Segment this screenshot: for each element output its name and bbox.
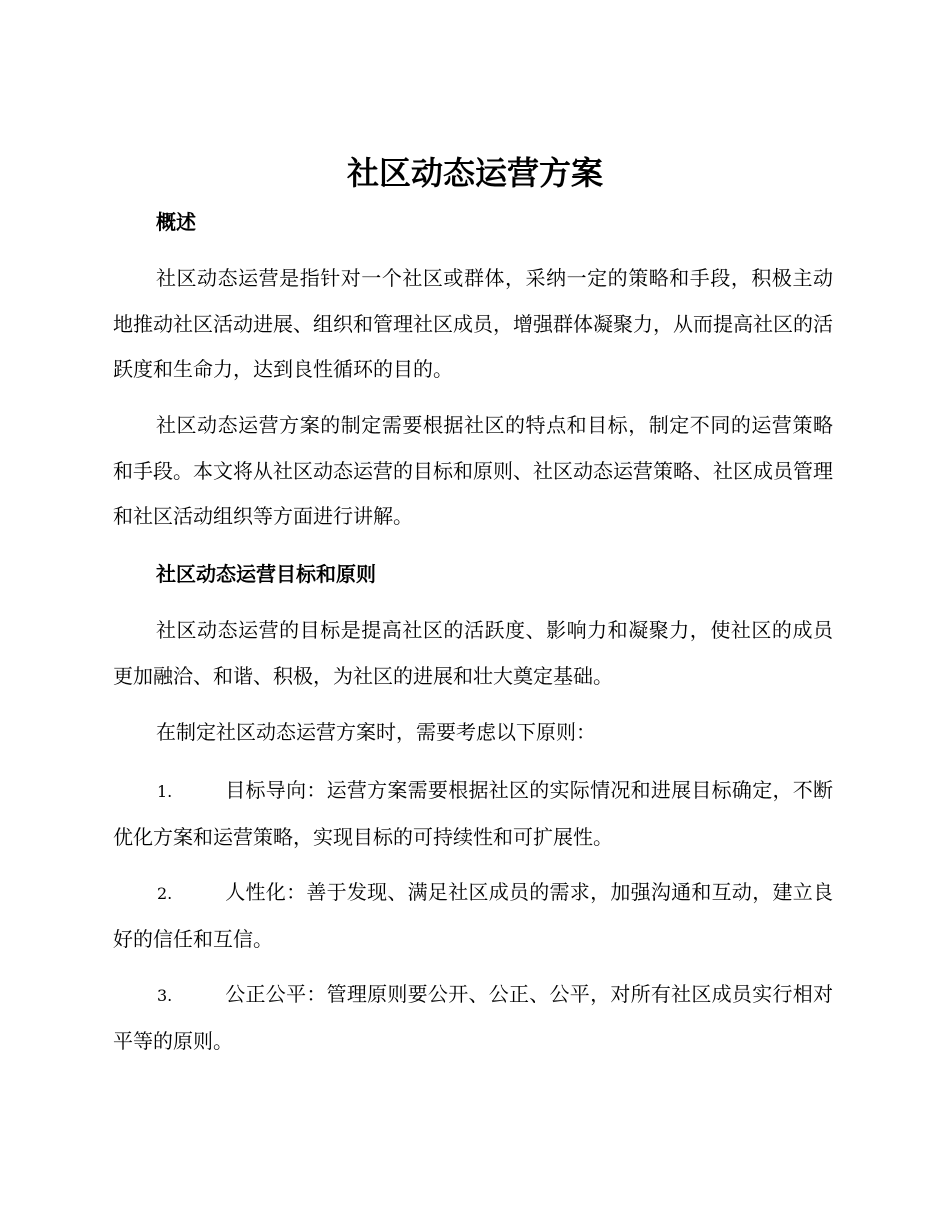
list-item-text: 目标导向：运营方案需要根据社区的实际情况和进展目标确定，不断优化方案和运营策略，实现目标的可持续性和可扩展性。 (113, 778, 833, 849)
paragraph-goals-2: 在制定社区动态运营方案时，需要考虑以下原则： (156, 720, 596, 744)
section-heading-overview: 概述 (156, 210, 196, 234)
list-item (113, 768, 833, 860)
paragraph-overview-2: 社区动态运营方案的制定需要根据社区的特点和目标，制定不同的运营策略和手段。本文将从社区动态运营的目标和原则、社区动态运营策略、社区成员管理和社区活动组织等方面进行讲解。 (113, 413, 833, 528)
list-item (113, 870, 833, 962)
list-item-text: 人性化：善于发现、满足社区成员的需求，加强沟通和互动，建立良好的信任和互信。 (113, 880, 833, 951)
document-title: 社区动态运营方案 (346, 154, 603, 192)
paragraph-overview-1: 社区动态运营是指针对一个社区或群体，采纳一定的策略和手段，积极主动地推动社区活动进展、组织和管理社区成员，增强群体凝聚力，从而提高社区的活跃度和生命力，达到良性循环的目的。 (113, 266, 833, 381)
list-item-number: 3. (157, 986, 173, 1005)
list-item (113, 972, 833, 1064)
section-heading-goals-principles: 社区动态运营目标和原则 (156, 562, 376, 586)
paragraph-goals-1: 社区动态运营的目标是提高社区的活跃度、影响力和凝聚力，使社区的成员更加融洽、和谐、积极，为社区的进展和壮大奠定基础。 (113, 618, 833, 688)
list-item-number: 1. (157, 782, 173, 801)
list-item-text: 公正公平：管理原则要公开、公正、公平，对所有社区成员实行相对平等的原则。 (113, 982, 833, 1053)
list-item-number: 2. (157, 884, 173, 903)
